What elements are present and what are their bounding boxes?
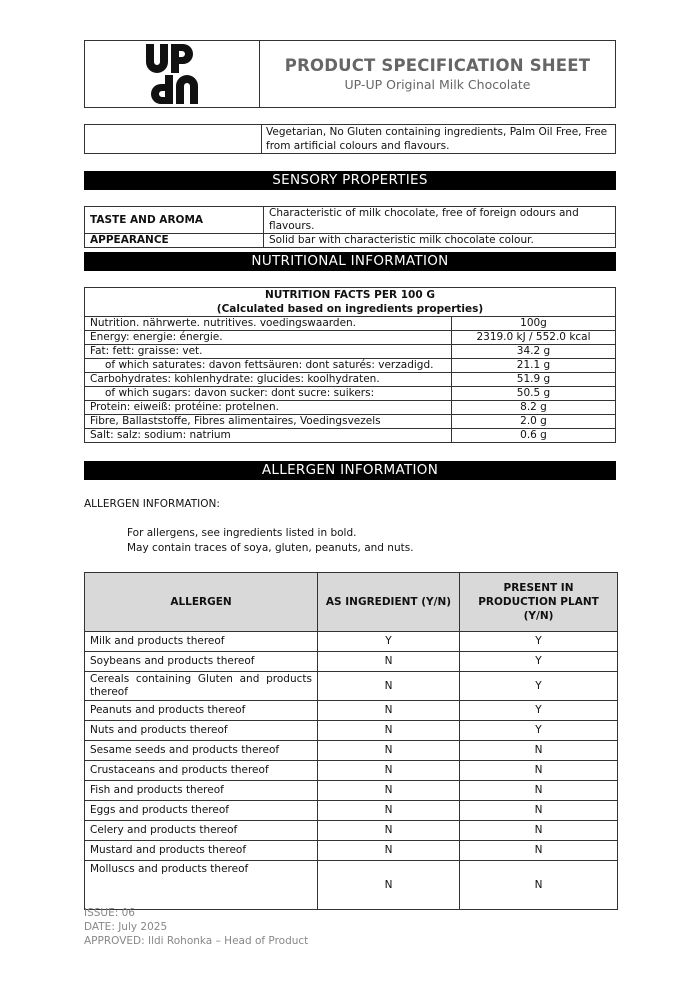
- nutrition-row: [85, 317, 616, 331]
- allergen-name: Mustard and products thereof: [85, 841, 318, 861]
- allergen-header-row: [85, 573, 618, 632]
- document-title: PRODUCT SPECIFICATION SHEET: [284, 56, 591, 75]
- allergen-ingredient: N: [318, 781, 460, 801]
- nutrient-label: Salt: salz: sodium: natrium: [85, 429, 452, 443]
- allergen-row: [85, 841, 618, 861]
- allergen-plant: Y: [460, 632, 618, 652]
- nutrition-band: NUTRITIONAL INFORMATION: [84, 252, 616, 271]
- allergen-row: [85, 672, 618, 701]
- nutrition-row: [85, 429, 616, 443]
- allergen-name: Eggs and products thereof: [85, 801, 318, 821]
- allergen-name: Crustaceans and products thereof: [85, 761, 318, 781]
- allergen-plant: N: [460, 761, 618, 781]
- allergen-plant: N: [460, 741, 618, 761]
- allergen-ingredient: N: [318, 721, 460, 741]
- allergen-ingredient: N: [318, 841, 460, 861]
- nutrient-value: 2319.0 kJ / 552.0 kcal: [452, 331, 616, 345]
- sensory-row: [85, 207, 616, 234]
- allergen-row: [85, 632, 618, 652]
- diet-claims: Vegetarian, No Gluten containing ingredients, Palm Oil Free, Free from artificial colours and flavours.: [262, 125, 616, 154]
- allergen-row: [85, 761, 618, 781]
- sensory-band: SENSORY PROPERTIES: [84, 171, 616, 190]
- allergen-row: [85, 821, 618, 841]
- allergen-plant: Y: [460, 701, 618, 721]
- allergen-ingredient: N: [318, 761, 460, 781]
- nutrition-row: [85, 387, 616, 401]
- allergen-ingredient: N: [318, 861, 460, 910]
- nutrition-row: [85, 359, 616, 373]
- approved-by: APPROVED: Ildi Rohonka – Head of Product: [84, 935, 309, 947]
- sensory-row: [85, 234, 616, 248]
- allergen-name: Soybeans and products thereof: [85, 652, 318, 672]
- allergen-plant: N: [460, 781, 618, 801]
- col-production-plant: PRESENT IN PRODUCTION PLANT (Y/N): [460, 573, 618, 632]
- nutrient-label: Nutrition. nährwerte. nutritives. voedingswaarden.: [85, 317, 452, 331]
- issue-number: ISSUE: 06: [84, 907, 135, 919]
- sensory-key: APPEARANCE: [85, 234, 264, 248]
- nutrition-header-line2: (Calculated based on ingredients properties): [216, 303, 484, 315]
- col-as-ingredient: AS INGREDIENT (Y/N): [318, 573, 460, 632]
- allergen-row: [85, 652, 618, 672]
- nutrient-value: 51.9 g: [452, 373, 616, 387]
- allergen-plant: N: [460, 861, 618, 910]
- nutrient-label: of which sugars: davon sucker: dont sucre: suikers:: [85, 387, 452, 401]
- allergen-plant: N: [460, 841, 618, 861]
- allergen-intro: ALLERGEN INFORMATION:: [84, 498, 220, 510]
- header-box: [84, 40, 616, 108]
- sensory-table: [84, 206, 616, 248]
- allergen-ingredient: N: [318, 821, 460, 841]
- allergen-name: Molluscs and products thereof: [85, 861, 318, 910]
- nutrient-value: 2.0 g: [452, 415, 616, 429]
- logo-cell: [85, 41, 260, 107]
- allergen-name: Celery and products thereof: [85, 821, 318, 841]
- nutrient-value: 34.2 g: [452, 345, 616, 359]
- nutrient-value: 21.1 g: [452, 359, 616, 373]
- allergen-ingredient: N: [318, 741, 460, 761]
- allergen-name: Fish and products thereof: [85, 781, 318, 801]
- allergen-name: Sesame seeds and products thereof: [85, 741, 318, 761]
- allergen-ingredient: N: [318, 701, 460, 721]
- title-cell: [260, 41, 615, 107]
- nutrient-value: 8.2 g: [452, 401, 616, 415]
- allergen-name: Peanuts and products thereof: [85, 701, 318, 721]
- nutrient-value: 50.5 g: [452, 387, 616, 401]
- nutrient-value: 100g: [452, 317, 616, 331]
- nutrient-label: Energy: energie: énergie.: [85, 331, 452, 345]
- nutrition-header-line1: NUTRITION FACTS PER 100 G: [265, 289, 435, 301]
- allergen-row: [85, 721, 618, 741]
- diet-empty-cell: [85, 125, 262, 154]
- nutrient-label: Fibre, Ballaststoffe, Fibres alimentaires, Voedingsvezels: [85, 415, 452, 429]
- allergen-row: [85, 781, 618, 801]
- col-allergen: ALLERGEN: [85, 573, 318, 632]
- allergen-ingredient: N: [318, 801, 460, 821]
- allergen-plant: Y: [460, 721, 618, 741]
- allergen-ingredient: N: [318, 672, 460, 701]
- brand-logo: [142, 42, 202, 106]
- issue-date: DATE: July 2025: [84, 921, 168, 933]
- nutrition-row: [85, 345, 616, 359]
- nutrition-row: [85, 415, 616, 429]
- nutrient-label: Protein: eiweiß: protéine: protelnen.: [85, 401, 452, 415]
- nutrient-label: Fat: fett: graisse: vet.: [85, 345, 452, 359]
- allergen-plant: Y: [460, 672, 618, 701]
- allergen-table: [84, 572, 618, 910]
- allergen-note-line1: For allergens, see ingredients listed in bold.: [127, 527, 357, 539]
- allergen-ingredient: Y: [318, 632, 460, 652]
- allergen-ingredient: N: [318, 652, 460, 672]
- allergen-note-line2: May contain traces of soya, gluten, peanuts, and nuts.: [127, 542, 414, 554]
- allergen-plant: N: [460, 801, 618, 821]
- allergen-name: Nuts and products thereof: [85, 721, 318, 741]
- document-footer: [84, 906, 308, 948]
- nutrition-row: [85, 401, 616, 415]
- nutrient-label: Carbohydrates: kohlenhydrate: glucides: koolhydraten.: [85, 373, 452, 387]
- allergen-row: [85, 741, 618, 761]
- nutrition-header: [85, 288, 616, 317]
- allergen-row: [85, 861, 618, 910]
- allergen-note: [127, 526, 414, 556]
- diet-table: [84, 124, 616, 154]
- product-name: UP-UP Original Milk Chocolate: [344, 77, 531, 92]
- allergen-row: [85, 701, 618, 721]
- nutrition-row: [85, 331, 616, 345]
- nutrition-table: [84, 287, 616, 443]
- nutrition-header-row: [85, 288, 616, 317]
- allergen-name: Cereals containing Gluten and products thereof: [85, 672, 318, 701]
- allergen-plant: Y: [460, 652, 618, 672]
- nutrient-label: of which saturates: davon fettsäuren: dont saturés: verzadigd.: [85, 359, 452, 373]
- sensory-value: Solid bar with characteristic milk chocolate colour.: [264, 234, 616, 248]
- nutrition-row: [85, 373, 616, 387]
- nutrient-value: 0.6 g: [452, 429, 616, 443]
- allergen-row: [85, 801, 618, 821]
- sensory-value: Characteristic of milk chocolate, free of foreign odours and flavours.: [264, 207, 616, 234]
- allergen-band: ALLERGEN INFORMATION: [84, 461, 616, 480]
- allergen-name: Milk and products thereof: [85, 632, 318, 652]
- sensory-key: TASTE AND AROMA: [85, 207, 264, 234]
- allergen-plant: N: [460, 821, 618, 841]
